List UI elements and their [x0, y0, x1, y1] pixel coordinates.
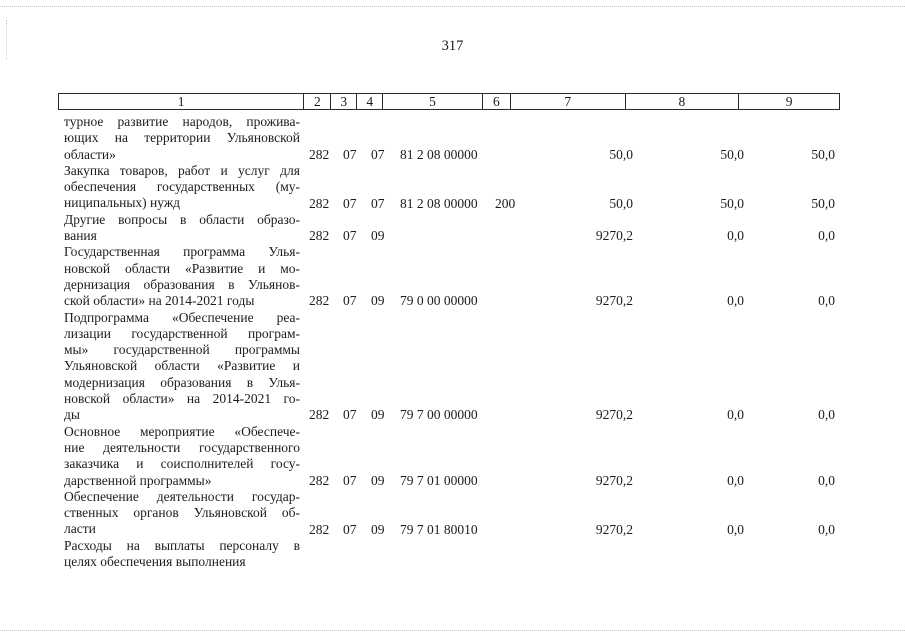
- description-line: обеспечения государственных (му-: [64, 179, 300, 195]
- cell-c8: 0,0: [727, 407, 744, 423]
- scan-artifact-top: [0, 6, 905, 11]
- description-line: ской области» на 2014-2021 годы: [64, 293, 255, 309]
- table-header-row: [58, 93, 840, 110]
- cell-c3: 07: [343, 228, 357, 244]
- description-line: Закупка товаров, работ и услуг для: [64, 162, 300, 178]
- page-number: 317: [441, 38, 464, 54]
- cell-c9: 0,0: [818, 407, 835, 423]
- description-line: турное развитие народов, прожива-: [64, 114, 300, 129]
- cell-c7: 9270,2: [595, 521, 633, 537]
- cell-c3: 07: [343, 407, 357, 423]
- cell-c3: 07: [343, 521, 357, 537]
- cell-c9: 0,0: [818, 472, 835, 488]
- row-description: [64, 114, 300, 163]
- header-col-7: 7: [511, 94, 626, 109]
- cell-c7: 50,0: [609, 146, 633, 162]
- header-col-6: 6: [483, 94, 511, 109]
- description-line: Основное мероприятие «Обеспече-: [64, 423, 300, 439]
- cell-c5: 79 7 01 00000: [400, 472, 478, 488]
- cell-c2: 282: [309, 146, 330, 162]
- row-description: [64, 212, 300, 245]
- cell-c3: 07: [343, 146, 357, 162]
- row-description: [64, 538, 300, 571]
- cell-c2: 282: [309, 472, 330, 488]
- scan-artifact-bottom: [0, 630, 905, 635]
- cell-c2: 282: [309, 407, 330, 423]
- description-line: новской области» на 2014-2021 го-: [64, 391, 300, 407]
- cell-c8: 0,0: [727, 228, 744, 244]
- cell-c8: 50,0: [720, 146, 744, 162]
- cell-c8: 50,0: [720, 195, 744, 211]
- cell-c4: 09: [371, 472, 385, 488]
- cell-c3: 07: [343, 472, 357, 488]
- cell-c7: 9270,2: [595, 407, 633, 423]
- cell-c5: 79 7 01 80010: [400, 521, 478, 537]
- header-col-4: 4: [357, 94, 383, 109]
- cell-c8: 0,0: [727, 293, 744, 309]
- cell-c4: 09: [371, 407, 385, 423]
- description-line: дарственной программы»: [64, 472, 212, 488]
- cell-c4: 09: [371, 521, 385, 537]
- description-line: ласти: [64, 521, 96, 537]
- description-line: дернизация образования в Ульянов-: [64, 276, 300, 292]
- cell-c2: 282: [309, 195, 330, 211]
- description-line: Ульяновской области «Развитие и: [64, 358, 300, 374]
- cell-c7: 50,0: [609, 195, 633, 211]
- description-line: Государственная программа Улья-: [64, 244, 300, 260]
- description-line: Другие вопросы в области образо-: [64, 211, 300, 227]
- cell-c4: 09: [371, 293, 385, 309]
- description-line: ющих на территории Ульяновской: [64, 130, 300, 146]
- cell-c2: 282: [309, 228, 330, 244]
- description-line: новской области «Развитие и мо-: [64, 260, 300, 276]
- description-line: ние деятельности государственного: [64, 439, 300, 455]
- cell-c6: 200: [495, 195, 516, 211]
- header-col-3: 3: [331, 94, 357, 109]
- cell-c2: 282: [309, 293, 330, 309]
- cell-c9: 0,0: [818, 521, 835, 537]
- cell-c5: 79 7 00 00000: [400, 407, 478, 423]
- row-description: [64, 244, 300, 309]
- description-line: лизации государственной програм-: [64, 325, 300, 341]
- cell-c5: 81 2 08 00000: [400, 195, 478, 211]
- description-line: мы» государственной программы: [64, 342, 300, 358]
- cell-c5: 81 2 08 00000: [400, 146, 478, 162]
- description-line: ниципальных) нужд: [64, 195, 181, 211]
- description-line: области»: [64, 146, 116, 162]
- cell-c2: 282: [309, 521, 330, 537]
- cell-c9: 50,0: [811, 195, 835, 211]
- description-line: Обеспечение деятельности государ-: [64, 488, 300, 504]
- row-description: [64, 489, 300, 538]
- cell-c8: 0,0: [727, 472, 744, 488]
- cell-c3: 07: [343, 293, 357, 309]
- row-description: [64, 310, 300, 424]
- cell-c7: 9270,2: [595, 228, 633, 244]
- description-line: вания: [64, 228, 97, 244]
- description-line: Подпрограмма «Обеспечение реа-: [64, 309, 300, 325]
- cell-c4: 07: [371, 195, 385, 211]
- cell-c4: 07: [371, 146, 385, 162]
- description-line: ды: [64, 407, 80, 423]
- header-col-1: 1: [59, 94, 304, 109]
- cell-c5: 79 0 00 00000: [400, 293, 478, 309]
- cell-c9: 0,0: [818, 228, 835, 244]
- description-line: заказчика и соисполнителей госу-: [64, 456, 300, 472]
- cell-c3: 07: [343, 195, 357, 211]
- cell-c7: 9270,2: [595, 293, 633, 309]
- cell-c9: 0,0: [818, 293, 835, 309]
- row-description: [64, 424, 300, 489]
- description-line: Расходы на выплаты персоналу в: [64, 537, 300, 553]
- cell-c7: 9270,2: [595, 472, 633, 488]
- header-col-2: 2: [304, 94, 331, 109]
- description-line: модернизация образования в Улья-: [64, 374, 300, 390]
- row-description: [64, 163, 300, 212]
- description-line: целях обеспечения выполнения: [64, 554, 246, 570]
- header-col-8: 8: [626, 94, 740, 109]
- header-col-9: 9: [785, 94, 793, 109]
- header-col-5: 5: [383, 94, 483, 109]
- cell-c9: 50,0: [811, 146, 835, 162]
- cell-c4: 09: [371, 228, 385, 244]
- description-line: ственных органов Ульяновской об-: [64, 505, 300, 521]
- cell-c8: 0,0: [727, 521, 744, 537]
